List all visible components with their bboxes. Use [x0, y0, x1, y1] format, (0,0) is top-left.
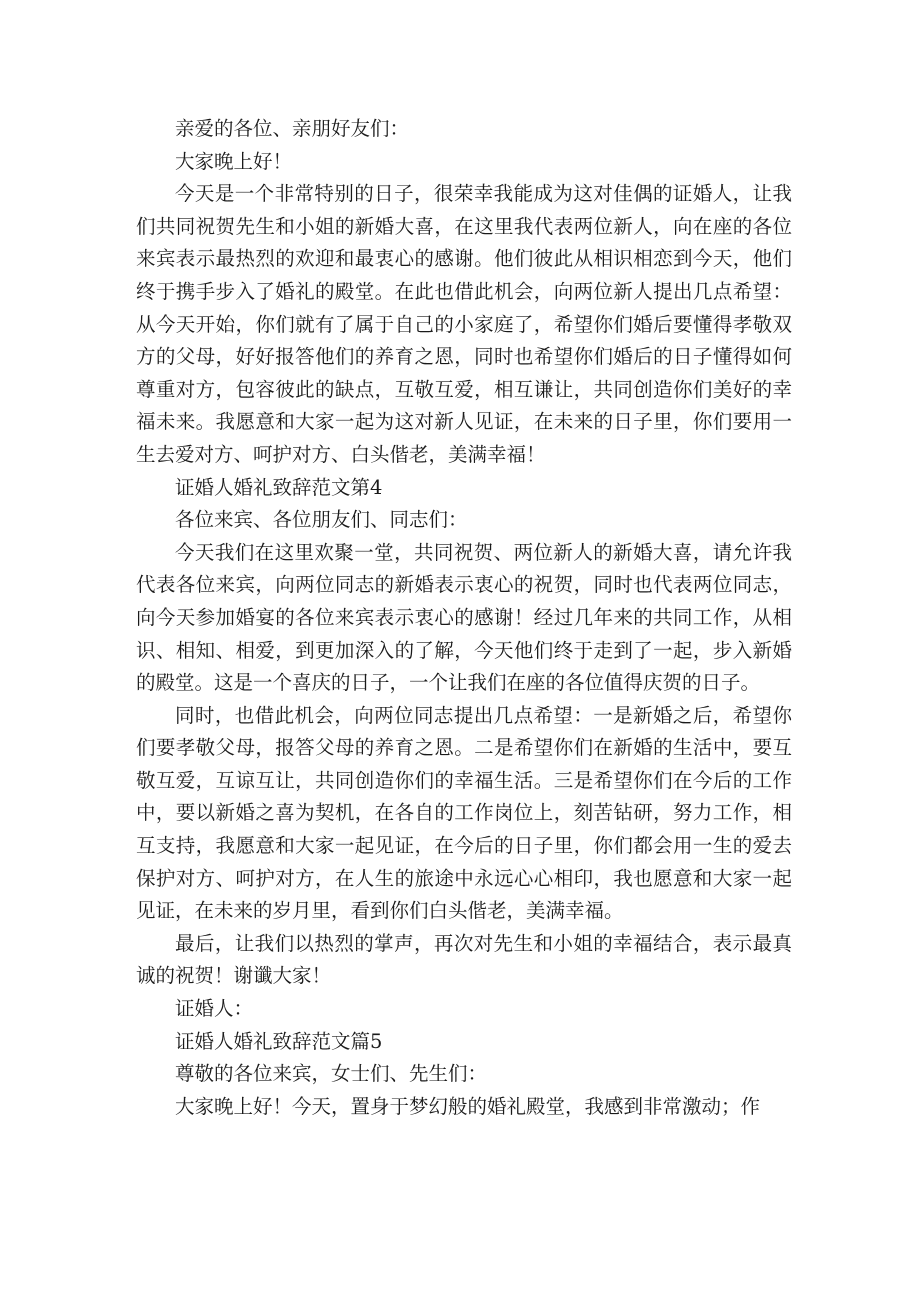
salutation: 尊敬的各位来宾，女士们、先生们：	[175, 1062, 488, 1086]
body-paragraph: 最后，让我们以热烈的掌声，再次对先生和小姐的幸福结合，表示最真诚的祝贺！谢谶大家！	[136, 931, 792, 988]
document-body	[136, 113, 792, 1123]
section-heading: 证婚人婚礼致辞范文第4	[175, 475, 383, 499]
greeting: 大家晚上好！	[175, 149, 293, 173]
salutation: 亲爱的各位、亲朋好友们：	[175, 117, 410, 140]
body-paragraph: 同时，也借此机会，向两位同志提出几点希望：一是新婚之后，希望你们要孝敬父母，报答父母的养育之恩。二是希望你们在新婚的生活中，要互敬互爱，互谅互让，共同创造你们的幸福生活。三是希望你们在今后的工作中，要以新婚之喜为契机，在各自的工作岗位上，刻苦钻研，努力工作，相互支持，我愿意和大家一起见证，在今后的日子里，你们都会用一生的爱去保护对方、呵护对方，在人生的旅途中永远心心相印，我也愿意和大家一起见证，在未来的岁月里，看到你们白头偕老，美满幸福。	[136, 703, 792, 923]
signature-line: 证婚人：	[175, 997, 254, 1021]
body-paragraph: 今天我们在这里欢聚一堂，共同祝贺、两位新人的新婚大喜，请允许我代表各位来宾，向两位同志的新婚表示衷心的祝贺，同时也代表两位同志，向今天参加婚宴的各位来宾表示衷心的感谢！经过几年来的共同工作，从相识、相知、相爱，到更加深入的了解，今天他们终于走到了一起，步入新婚的殿堂。这是一个喜庆的日子，一个让我们在座的各位值得庆贺的日子。	[136, 540, 792, 695]
salutation: 各位来宾、各位朋友们、同志们：	[175, 508, 468, 532]
body-paragraph: 今天是一个非常特别的日子，很荣幸我能成为这对佳偶的证婚人，让我们共同祝贺先生和小姐的新婚大喜，在这里我代表两位新人，向在座的各位来宾表示最热烈的欢迎和最衷心的感谢。他们彼此从相识相恋到今天，他们终于携手步入了婚礼的殿堂。在此也借此机会，向两位新人提出几点希望：从今天开始，你们就有了属于自己的小家庭了，希望你们婚后要懂得孝敬双方的父母，好好报答他们的养育之恩，同时也希望你们婚后的日子懂得如何尊重对方，包容彼此的缺点，互敬互爱，相互谦让，共同创造你们美好的幸福未来。我愿意和大家一起为这对新人见证，在未来的日子里，你们要用一生去爱对方、呵护对方、白头偕老，美满幸福！	[136, 182, 792, 466]
body-paragraph: 大家晚上好！今天，置身于梦幻般的婚礼殿堂，我感到非常激动；作	[175, 1094, 761, 1118]
section-heading: 证婚人婚礼致辞范文篇5	[175, 1029, 383, 1053]
